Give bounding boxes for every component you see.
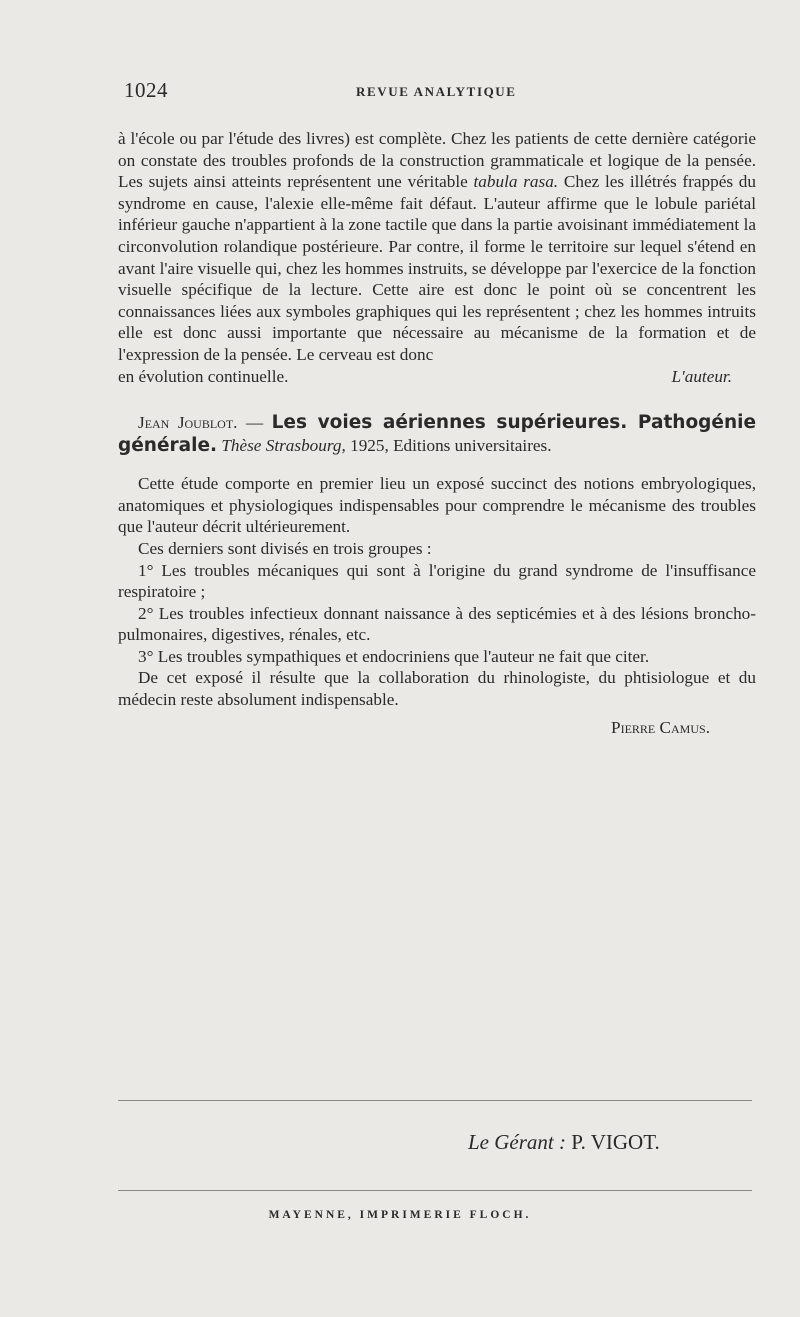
review-1-italic: tabula rasa. <box>473 172 559 192</box>
review-2-paragraph: Ces derniers sont divisés en trois groupes : <box>138 538 432 558</box>
review-1-signature: L'auteur. <box>671 366 732 386</box>
page-number: 1024 <box>124 78 168 102</box>
gerant-name: P. VIGOT. <box>566 1130 660 1154</box>
review-2-paragraph: Cette étude comporte en premier lieu un exposé succinct des notions embryologiques, anatomiques et physiologiques indispensables pour comprendre le mécanisme des troubles que l'auteur décrit ultérieurement. <box>118 474 756 537</box>
review-2-source: Thèse Strasbourg, <box>221 436 346 456</box>
review-2-heading <box>118 411 756 457</box>
review-2-author: Jean Joublot. <box>138 413 238 433</box>
review-2-publisher: 1925, Editions universitaires. <box>345 436 552 456</box>
review-1-closing: en évolution continuelle. <box>118 366 289 386</box>
review-2-paragraph: 1° Les troubles mécaniques qui sont à l'origine du grand syndrome de l'insuffisance respiratoire ; <box>118 560 756 602</box>
review-1-text-b: Chez les illétrés frappés du syndrome en cause, l'alexie elle-même fait défaut. L'auteur affirme que le lobule pariétal inférieur gauche n'appartient à la zone tactile que dans la partie avoisinant immédiatement la circonvolution rolandique postérieure. Par contre, il forme le territoire sur lequel s'étend en avant l'aire visuelle qui, chez les hommes instruits, se développe par l'exercice de la fonction visuelle spécifique de la lecture. Cette aire est donc le point où se concentrent les connaissances liées aux symboles graphiques qui les représentent ; chez les hommes intruits elle est donc aussi importante que nécessaire au mécanisme de la formation et de l'expression de la pensée. Le cerveau est donc <box>118 172 756 364</box>
gerant-label: Le Gérant : <box>468 1130 566 1154</box>
review-1-text-a: à l'école ou par l'étude des livres) est complète. Chez les patients de cette dernière catégorie on constate des troubles profonds de la construction grammaticale et logique de la pensée. Les sujets ainsi atteints représentent une véritable <box>118 129 756 192</box>
printer-imprint: MAYENNE, IMPRIMERIE FLOCH. <box>268 1209 532 1221</box>
review-1-last-line <box>118 366 756 388</box>
footer-rule-top <box>118 1100 752 1101</box>
review-2-dash: — <box>237 413 272 433</box>
page-header <box>118 78 758 108</box>
running-title: REVUE ANALYTIQUE <box>356 84 517 99</box>
gerant-line <box>468 1130 660 1155</box>
review-2-title: Les voies aériennes supérieures. Pathogénie générale. <box>118 412 757 457</box>
review-2-paragraph: 3° Les troubles sympathiques et endocriniens que l'auteur ne fait que citer. <box>138 646 650 666</box>
body-text <box>118 128 756 738</box>
review-2-signature: Pierre Camus. <box>611 717 710 737</box>
review-2-paragraph: 2° Les troubles infectieux donnant naissance à des septicémies et à des lésions broncho-pulmonaires, digestives, rénales, etc. <box>118 603 756 645</box>
footer-rule-bottom <box>118 1190 752 1191</box>
review-1-text <box>118 128 756 366</box>
review-2-paragraph: De cet exposé il résulte que la collaboration du rhinologiste, du phtisiologue et du médecin reste absolument indispensable. <box>118 668 756 710</box>
